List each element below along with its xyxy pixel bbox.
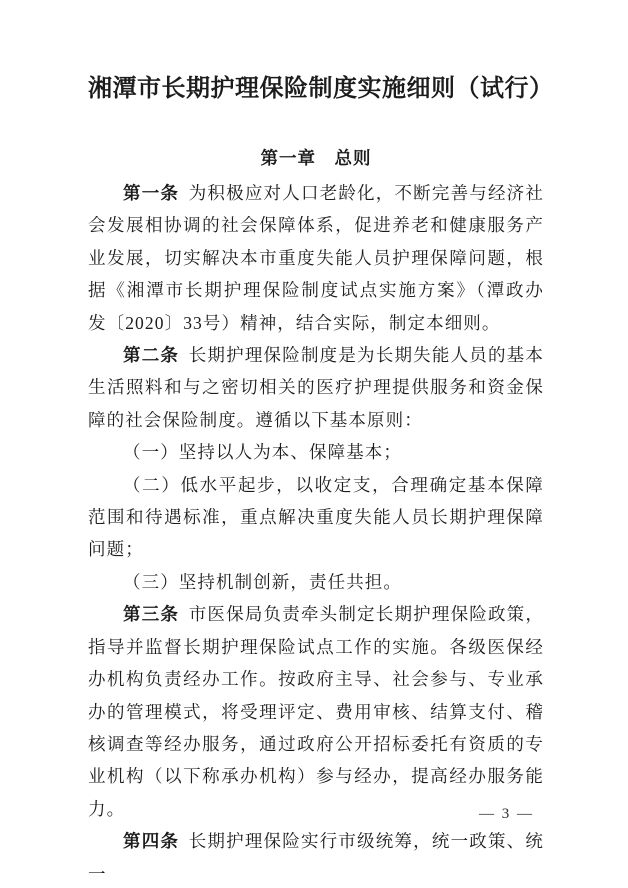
paragraph-text: （一）坚持以人为本、保障基本； (123, 442, 402, 463)
article-number: 第四条 (123, 831, 180, 852)
document-body (88, 177, 544, 888)
paragraph-text: （二）低水平起步，以收定支，合理确定基本保障范围和待遇标准，重点解决重度失能人员长期护理保障问题； (88, 474, 544, 560)
document-title: 湘潭市长期护理保险制度实施细则（试行） (88, 76, 554, 102)
article-number: 第一条 (123, 183, 180, 203)
paragraph-article-3 (88, 598, 544, 825)
paragraph-text: （三）坚持机制创新，责任共担。 (123, 571, 402, 592)
article-number: 第二条 (123, 345, 180, 366)
paragraph-text: 为积极应对人口老龄化，不断完善与经济社会发展相协调的社会保障体系，促进养老和健康服务产业发展，切实解决本市重度失能人员护理保障问题，根据《湘潭市长期护理保险制度试点实施方案》（潭政办发〔2020〕33号）精神，结合实际，制定本细则。 (88, 183, 544, 333)
paragraph-text: 市医保局负责牵头制定长期护理保险政策，指导并监督长期护理保险试点工作的实施。各级医保经办机构负责经办工作。按政府主导、社会参与、专业承办的管理模式，将受理评定、费用审核、结算支付、稽核调查等经办服务，通过政府公开招标委托有资质的专业机构（以下称承办机构）参与经办，提高经办服务能力。 (88, 604, 544, 819)
paragraph-article-4 (88, 825, 544, 888)
page-number: — 3 — (479, 806, 534, 822)
paragraph-text: 长期护理保险制度是为长期失能人员的基本生活照料和与之密切相关的医疗护理提供服务和资金保障的社会保险制度。遵循以下基本原则： (88, 345, 544, 430)
paragraph-item-3 (88, 566, 544, 598)
paragraph-article-2 (88, 339, 544, 436)
paragraph-text: 长期护理保险实行市级统筹，统一政策、统一 (88, 831, 544, 884)
paragraph-item-1 (88, 436, 544, 468)
paragraph-item-2 (88, 469, 544, 566)
chapter-heading: 第一章 总则 (260, 148, 372, 168)
paragraph-article-1 (88, 177, 544, 339)
article-number: 第三条 (123, 604, 180, 625)
